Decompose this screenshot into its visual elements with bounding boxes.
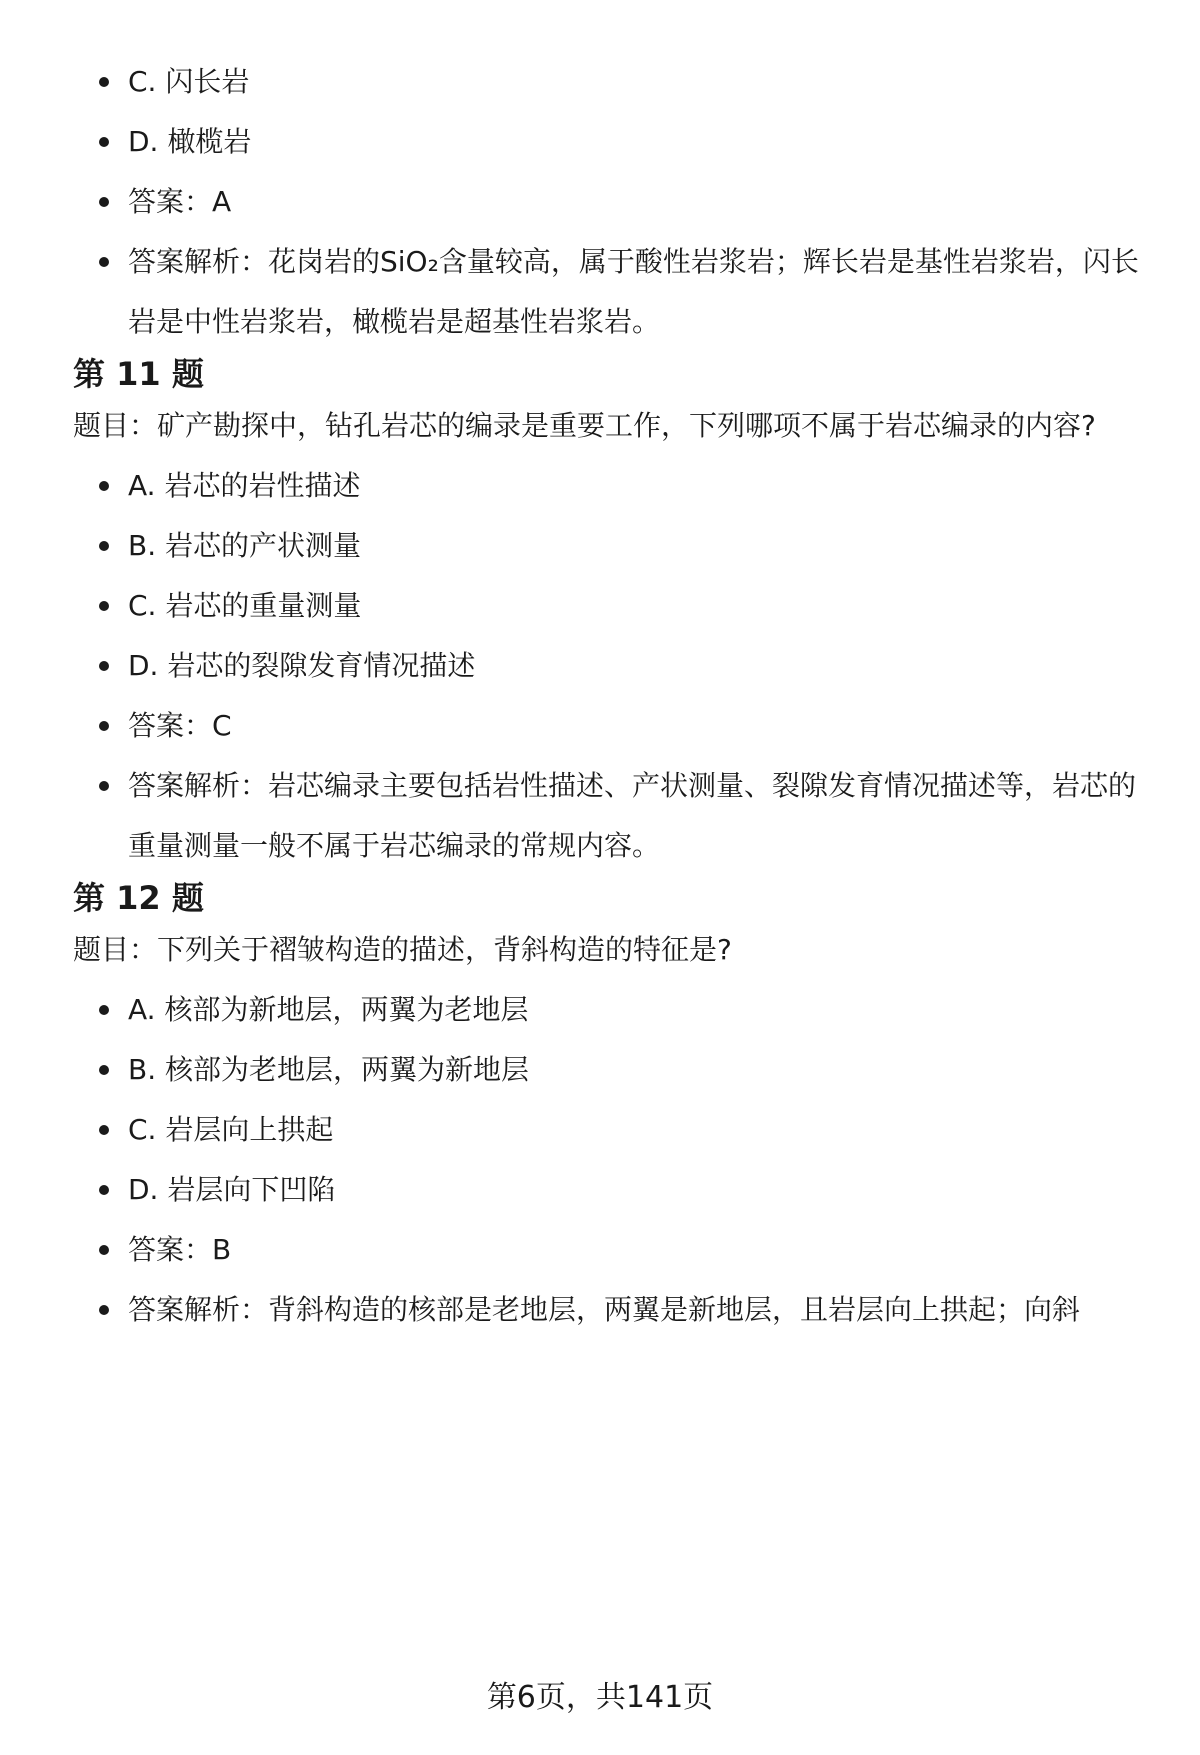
list-item: C. 岩芯的重量测量 bbox=[73, 576, 1148, 636]
list-item: D. 岩芯的裂隙发育情况描述 bbox=[73, 636, 1148, 696]
page-number-footer: 第6页，共141页 bbox=[486, 1680, 714, 1715]
list-item: A. 岩芯的岩性描述 bbox=[73, 456, 1148, 516]
list-item: 答案：C bbox=[73, 696, 1148, 756]
list-item: 答案：B bbox=[73, 1220, 1148, 1280]
list-item: 答案解析：花岗岩的SiO₂含量较高，属于酸性岩浆岩；辉长岩是基性岩浆岩，闪长岩是中性岩浆岩，橄榄岩是超基性岩浆岩。 bbox=[73, 232, 1148, 352]
question-11-stem: 题目：矿产勘探中，钻孔岩芯的编录是重要工作，下列哪项不属于岩芯编录的内容? bbox=[73, 409, 1096, 442]
list-item: D. 岩层向下凹陷 bbox=[73, 1160, 1148, 1220]
list-item: A. 核部为新地层，两翼为老地层 bbox=[73, 980, 1148, 1040]
question-12-items bbox=[73, 980, 1148, 1340]
list-item: 答案：A bbox=[73, 172, 1148, 232]
list-item: D. 橄榄岩 bbox=[73, 112, 1148, 172]
prev-question-items bbox=[73, 52, 1148, 352]
page-content bbox=[73, 52, 1148, 1340]
question-12-title: 第 12 题 bbox=[73, 879, 204, 917]
question-11-items bbox=[73, 456, 1148, 876]
list-item: 答案解析：背斜构造的核部是老地层，两翼是新地层，且岩层向上拱起；向斜 bbox=[73, 1280, 1148, 1340]
list-item: B. 核部为老地层，两翼为新地层 bbox=[73, 1040, 1148, 1100]
list-item: 答案解析：岩芯编录主要包括岩性描述、产状测量、裂隙发育情况描述等，岩芯的重量测量一般不属于岩芯编录的常规内容。 bbox=[73, 756, 1148, 876]
question-11-title: 第 11 题 bbox=[73, 355, 204, 393]
list-item: B. 岩芯的产状测量 bbox=[73, 516, 1148, 576]
list-item: C. 闪长岩 bbox=[73, 52, 1148, 112]
list-item: C. 岩层向上拱起 bbox=[73, 1100, 1148, 1160]
question-12-stem: 题目：下列关于褶皱构造的描述，背斜构造的特征是? bbox=[73, 933, 732, 966]
